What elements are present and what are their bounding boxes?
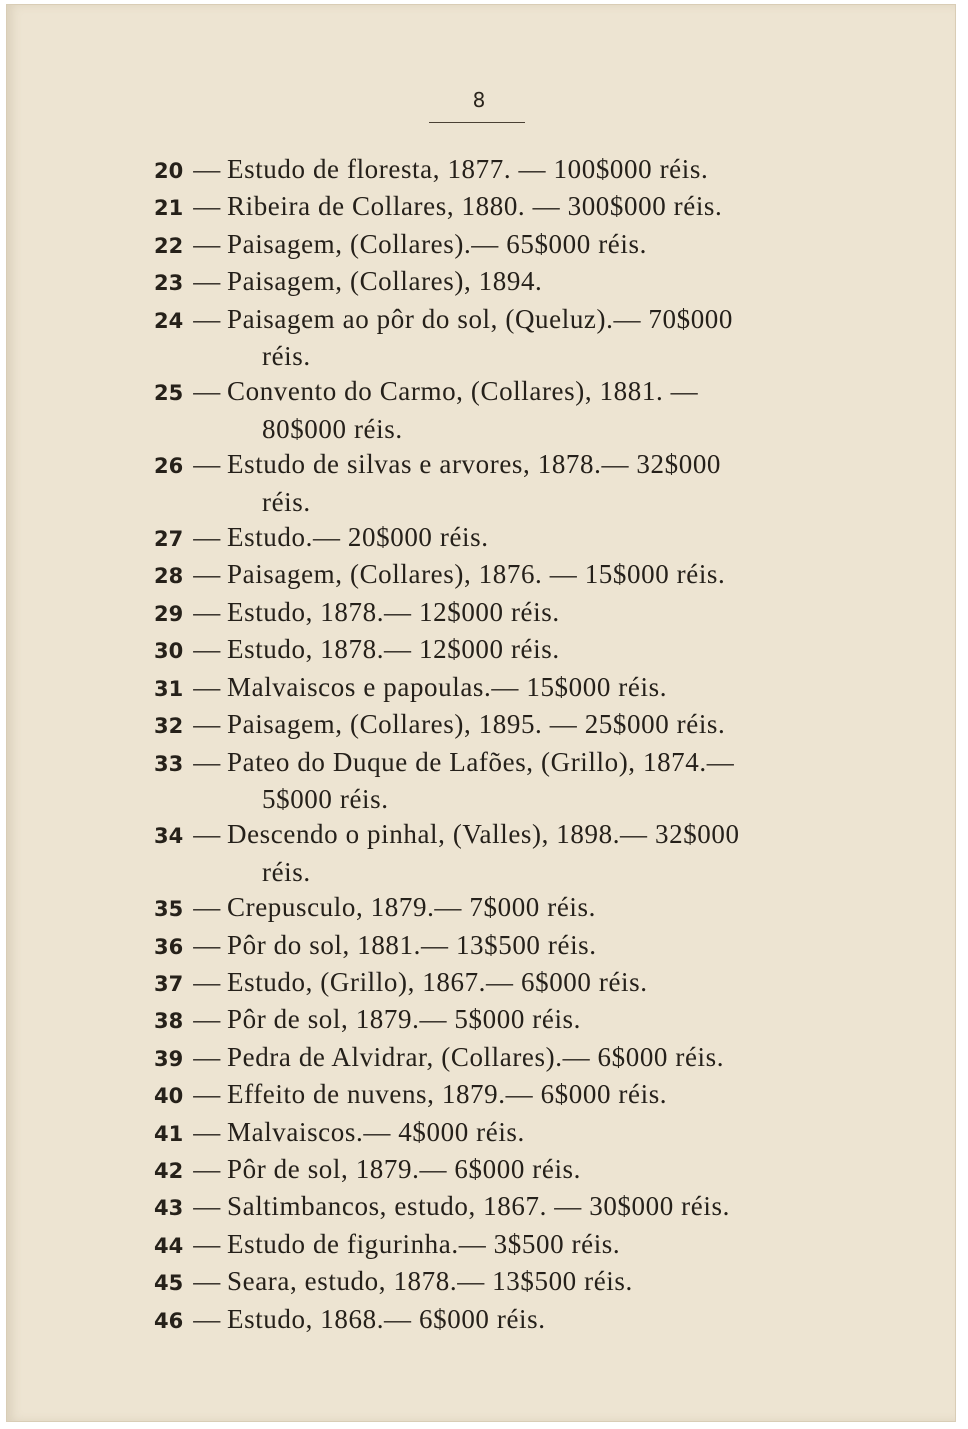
- entry-number: 22: [154, 233, 184, 258]
- entry-price: 12$000 réis.: [419, 596, 560, 627]
- entry-dash: —: [193, 449, 221, 480]
- entry-number: 41: [154, 1121, 184, 1146]
- header-rule: [429, 122, 525, 123]
- entry-dash: —: [193, 376, 221, 407]
- entry-price: 6$000 réis.: [597, 1041, 725, 1072]
- entry-number: 35: [154, 897, 184, 922]
- catalogue-entry: [154, 152, 834, 189]
- entry-price: 6$000 réis.: [454, 1153, 582, 1184]
- entry-dash: —: [193, 522, 221, 553]
- catalogue-entry-list: [154, 152, 834, 1339]
- entry-number: 24: [154, 308, 184, 333]
- entry-title: Ribeira de Collares, 1880. —: [227, 191, 561, 222]
- entry-price: 6$000 réis.: [521, 966, 648, 997]
- entry-number: 34: [154, 824, 184, 849]
- entry-dash: —: [193, 266, 221, 297]
- entry-price: 100$000 réis.: [553, 154, 709, 184]
- entry-price: 15$000 réis.: [526, 671, 668, 702]
- entry-number: 31: [154, 676, 184, 701]
- entry-dash: —: [193, 303, 221, 334]
- catalogue-entry: [154, 1264, 834, 1301]
- entry-price: 65$000 réis.: [506, 228, 647, 259]
- entry-number: 20: [154, 159, 184, 183]
- entry-number: 40: [154, 1084, 184, 1109]
- catalogue-entry: [154, 707, 834, 744]
- entry-dash: —: [193, 228, 221, 259]
- entry-dash: —: [193, 1303, 221, 1334]
- entry-dash: —: [193, 892, 221, 923]
- entry-number: 29: [154, 601, 184, 626]
- entry-dash: —: [193, 1153, 221, 1184]
- entry-price: 5$000 réis.: [262, 783, 389, 814]
- entry-number: 33: [154, 751, 184, 776]
- entry-dash: —: [193, 1116, 221, 1147]
- entry-price: 300$000 réis.: [567, 191, 723, 222]
- entry-title: Paisagem, (Collares), 1895. —: [227, 709, 578, 740]
- entry-title: Descendo o pinhal, (Valles), 1898.— 32$000: [227, 819, 740, 850]
- entry-title: Estudo, 1878.—: [227, 596, 412, 627]
- catalogue-page: [6, 4, 956, 1422]
- entry-dash: —: [193, 1266, 221, 1297]
- entry-price: 12$000 réis.: [419, 634, 560, 665]
- entry-title: Effeito de nuvens, 1879.—: [227, 1079, 534, 1110]
- entry-title: Estudo de silvas e arvores, 1878.— 32$000: [227, 449, 722, 480]
- entry-price: 15$000 réis.: [584, 559, 726, 590]
- entry-price: 13$500 réis.: [455, 929, 597, 960]
- entry-dash: —: [193, 559, 221, 590]
- entry-title: Estudo.—: [227, 522, 341, 553]
- entry-price: 6$000 réis.: [419, 1303, 546, 1334]
- catalogue-entry: [154, 1302, 834, 1339]
- entry-number: 42: [154, 1158, 184, 1183]
- entry-number: 25: [154, 381, 184, 406]
- entry-dash: —: [193, 929, 221, 960]
- entry-title: Paisagem, (Collares), 1894.: [227, 266, 543, 297]
- catalogue-entry: [154, 302, 834, 375]
- entry-title: Estudo de floresta, 1877. —: [227, 154, 547, 184]
- entry-price: 5$000 réis.: [454, 1004, 582, 1035]
- entry-title: Pateo do Duque de Lafões, (Grillo), 1874.—: [227, 746, 735, 777]
- entry-title: Paisagem ao pôr do sol, (Queluz).— 70$000: [227, 303, 734, 334]
- entry-dash: —: [193, 819, 221, 850]
- entry-price: 20$000 réis.: [347, 522, 489, 553]
- entry-number: 27: [154, 527, 184, 552]
- catalogue-entry: [154, 1115, 834, 1152]
- entry-title: Pôr do sol, 1881.—: [227, 929, 449, 960]
- entry-title: Saltimbancos, estudo, 1867. —: [227, 1191, 582, 1222]
- entry-title: Paisagem, (Collares), 1876. —: [227, 559, 578, 590]
- entry-price: 7$000 réis.: [469, 892, 596, 923]
- catalogue-entry: [154, 890, 834, 927]
- entry-title: Pedra de Alvidrar, (Collares).—: [227, 1041, 591, 1072]
- entry-dash: —: [193, 709, 221, 740]
- catalogue-entry: [154, 632, 834, 669]
- catalogue-entry: [154, 557, 834, 594]
- entry-price: 80$000 réis.: [262, 413, 403, 444]
- entry-dash: —: [193, 1228, 221, 1259]
- entry-title: Pôr de sol, 1879.—: [227, 1004, 448, 1035]
- entry-dash: —: [193, 1041, 221, 1072]
- entry-number: 43: [154, 1196, 184, 1221]
- entry-dash: —: [193, 154, 221, 184]
- entry-dash: —: [193, 191, 221, 222]
- entry-number: 46: [154, 1308, 184, 1333]
- entry-number: 37: [154, 971, 184, 996]
- entry-price: 3$500 réis.: [493, 1228, 621, 1259]
- catalogue-entry: [154, 1227, 834, 1264]
- entry-title: Paisagem, (Collares).—: [227, 228, 499, 259]
- entry-title: Malvaiscos.—: [227, 1116, 391, 1147]
- catalogue-entry: [154, 1002, 834, 1039]
- page-number: 8: [472, 88, 486, 112]
- catalogue-entry: [154, 817, 834, 890]
- catalogue-entry: [154, 928, 834, 965]
- catalogue-entry: [154, 670, 834, 707]
- entry-price: réis.: [262, 486, 311, 517]
- catalogue-entry: [154, 965, 834, 1002]
- entry-price: 6$000 réis.: [540, 1079, 668, 1110]
- catalogue-entry: [154, 745, 834, 818]
- catalogue-entry: [154, 447, 834, 520]
- catalogue-entry: [154, 1189, 834, 1226]
- entry-number: 39: [154, 1046, 184, 1071]
- entry-dash: —: [193, 596, 221, 627]
- entry-dash: —: [193, 746, 221, 777]
- entry-number: 28: [154, 564, 184, 589]
- catalogue-entry: [154, 595, 834, 632]
- catalogue-entry: [154, 1077, 834, 1114]
- entry-title: Estudo, 1878.—: [227, 634, 412, 665]
- entry-price: 25$000 réis.: [584, 709, 726, 740]
- entry-number: 30: [154, 639, 184, 664]
- entry-title: Crepusculo, 1879.—: [227, 892, 463, 923]
- entry-dash: —: [193, 1191, 221, 1222]
- catalogue-entry: [154, 227, 834, 264]
- entry-number: 38: [154, 1009, 184, 1034]
- entry-dash: —: [193, 966, 221, 997]
- catalogue-entry: [154, 520, 834, 557]
- entry-dash: —: [193, 634, 221, 665]
- entry-title: Malvaiscos e papoulas.—: [227, 671, 519, 702]
- entry-number: 32: [154, 714, 184, 739]
- catalogue-entry: [154, 264, 834, 301]
- catalogue-entry: [154, 1040, 834, 1077]
- entry-title: Estudo de figurinha.—: [227, 1228, 487, 1259]
- entry-number: 21: [154, 196, 184, 221]
- entry-price: réis.: [262, 856, 311, 887]
- catalogue-entry: [154, 1152, 834, 1189]
- entry-price: réis.: [262, 341, 311, 372]
- entry-price: 4$000 réis.: [398, 1116, 525, 1147]
- entry-dash: —: [193, 1079, 221, 1110]
- entry-title: Estudo, 1868.—: [227, 1303, 412, 1334]
- entry-dash: —: [193, 671, 221, 702]
- entry-price: 30$000 réis.: [589, 1191, 730, 1222]
- entry-number: 36: [154, 934, 184, 959]
- entry-number: 26: [154, 454, 184, 479]
- catalogue-entry: [154, 189, 834, 226]
- entry-number: 45: [154, 1271, 184, 1296]
- entry-number: 23: [154, 271, 184, 296]
- entry-title: Estudo, (Grillo), 1867.—: [227, 966, 514, 997]
- entry-price: 13$500 réis.: [492, 1266, 633, 1297]
- catalogue-entry: [154, 374, 834, 447]
- entry-number: 44: [154, 1233, 184, 1258]
- entry-dash: —: [193, 1004, 221, 1035]
- entry-title: Convento do Carmo, (Collares), 1881. —: [227, 376, 699, 407]
- entry-title: Seara, estudo, 1878.—: [227, 1266, 485, 1297]
- entry-title: Pôr de sol, 1879.—: [227, 1153, 448, 1184]
